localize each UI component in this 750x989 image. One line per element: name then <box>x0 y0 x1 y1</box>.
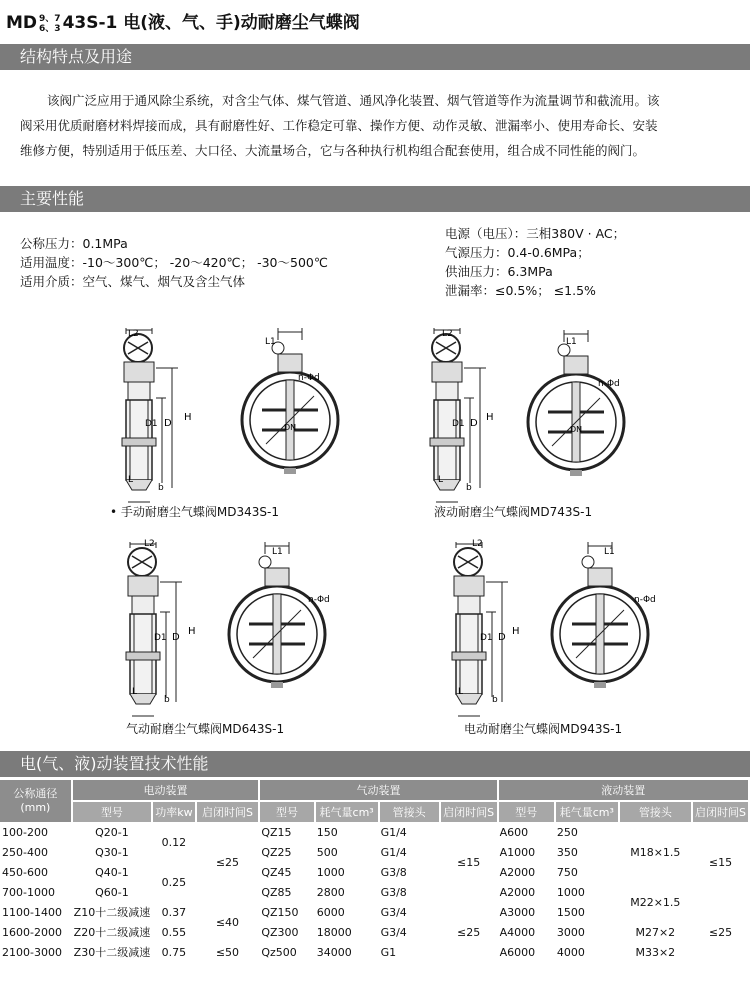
table-cell: QZ25 <box>261 845 292 859</box>
table-cell: 34000 <box>316 945 352 959</box>
table-cell: Z10十二级减速 <box>73 906 151 919</box>
label-d1: D1 <box>154 633 167 643</box>
table-cell: 18000 <box>316 925 352 939</box>
table-cell: 6000 <box>316 905 345 919</box>
table-cell: G3/4 <box>380 925 407 939</box>
label-b: b <box>492 695 498 705</box>
table-cell: M33×2 <box>635 945 676 959</box>
table-cell: 500 <box>316 845 338 859</box>
table-cell: 250 <box>556 825 578 839</box>
table-cell: 1500 <box>556 905 585 919</box>
label-l1: L1 <box>272 547 283 557</box>
col-e-time: 启闭时间S <box>196 801 260 822</box>
table-cell: A600 <box>499 825 529 839</box>
label-d: D <box>172 632 180 643</box>
col-p-time: 启闭时间S <box>440 801 498 822</box>
table-cell: A3000 <box>499 905 536 919</box>
table-cell: G3/4 <box>380 905 407 919</box>
label-d: D <box>164 418 172 429</box>
label-l: L <box>438 475 444 485</box>
table-cell: QZ300 <box>261 925 299 939</box>
table-cell: Qz500 <box>261 945 297 959</box>
col-h-time: 启闭时间S <box>692 801 749 822</box>
table-cell: G1 <box>380 945 397 959</box>
table-cell: 0.25 <box>161 875 187 889</box>
table-cell: Z20十二级减速 <box>73 926 151 939</box>
label-l: L <box>128 475 134 485</box>
table-cell: ≤25 <box>215 855 240 869</box>
table-row <box>0 822 749 842</box>
label-d1: D1 <box>145 419 158 429</box>
table-cell: 4000 <box>556 945 585 959</box>
label-b: b <box>466 483 472 493</box>
table-cell: M22×1.5 <box>630 895 681 909</box>
label-l2: L2 <box>472 539 483 549</box>
table-cell: 750 <box>556 865 578 879</box>
table-cell: G1/4 <box>380 825 407 839</box>
section-performance-header: 主要性能 <box>0 186 750 212</box>
col-p-air: 耗气量cm³ <box>315 801 379 822</box>
label-l1: L1 <box>265 337 276 347</box>
label-b: b <box>164 695 170 705</box>
table-cell: 450-600 <box>2 865 48 879</box>
table-cell: ≤50 <box>215 945 240 959</box>
table-cell: 1000 <box>316 865 345 879</box>
table-row <box>0 942 749 962</box>
caption-md643: 气动耐磨尘气蝶阀MD643S-1 <box>126 722 285 736</box>
table-cell: M27×2 <box>635 925 676 939</box>
group-hydraulic: 液动装置 <box>498 780 749 801</box>
label-l1: L1 <box>604 547 615 557</box>
table-cell: 1100-1400 <box>2 905 62 919</box>
table-cell: QZ45 <box>261 865 292 879</box>
label-l: L <box>458 687 464 697</box>
valve-diagrams <box>0 310 750 750</box>
label-nd: n-Φd <box>308 595 330 605</box>
table-cell: G3/8 <box>380 865 407 879</box>
table-cell: QZ15 <box>261 825 292 839</box>
col-nominal: 公称通径 (mm) <box>0 780 72 822</box>
table-cell: ≤25 <box>708 925 733 939</box>
label-h: H <box>512 626 520 637</box>
caption-md943: 电动耐磨尘气蝶阀MD943S-1 <box>464 722 623 736</box>
caption-md743: 液动耐磨尘气蝶阀MD743S-1 <box>434 505 593 519</box>
table-row <box>0 882 749 902</box>
table-cell: 2100-3000 <box>2 945 62 959</box>
label-b: b <box>158 483 164 493</box>
table-cell: ≤40 <box>215 915 240 929</box>
col-h-model: 型号 <box>498 801 555 822</box>
col-h-joint: 管接头 <box>619 801 692 822</box>
table-cell: 0.75 <box>161 945 187 959</box>
col-e-model: 型号 <box>72 801 153 822</box>
table-cell: Q60-1 <box>95 885 129 899</box>
table-cell: Q30-1 <box>95 845 129 859</box>
table-cell: 0.55 <box>161 925 187 939</box>
label-l: L <box>132 687 138 697</box>
table-cell: 2800 <box>316 885 345 899</box>
label-h: H <box>184 412 192 423</box>
label-nd: n-Φd <box>598 379 620 389</box>
col-e-power: 功率kw <box>152 801 195 822</box>
col-h-oil: 耗气量cm³ <box>555 801 619 822</box>
table-cell: A2000 <box>499 865 536 879</box>
table-cell: 3000 <box>556 925 585 939</box>
description-paragraph: 该阀广泛应用于通风除尘系统，对含尘气体、煤气管道、通风净化装置、烟气管道等作为流量调节和截流用。该 阀采用优质耐磨材料焊接而成，具有耐磨性好、工作稳定可靠、操作方便、动作灵敏、泄漏率小、使用寿命长、安装 维修方便，特别适用于低压差、大口径、大流量场合，它与各种执行机构组合配套使用，组合成不同性能的阀门。 <box>20 93 660 158</box>
label-dn: DN <box>284 423 297 432</box>
table-cell: 250-400 <box>2 845 48 859</box>
table-cell: G1/4 <box>380 845 407 859</box>
group-pneumatic: 气动装置 <box>259 780 497 801</box>
label-h: H <box>486 412 494 423</box>
title-model-fraction: 9、7 6、3 <box>39 14 61 34</box>
section-tech-header: 电(气、液)动装置技术性能 <box>0 751 750 777</box>
section-structure-header: 结构特点及用途 <box>0 44 750 70</box>
table-cell: 0.12 <box>161 835 187 849</box>
label-d1: D1 <box>480 633 493 643</box>
table-cell: M18×1.5 <box>630 845 681 859</box>
table-cell: A1000 <box>499 845 536 859</box>
table-cell: A4000 <box>499 925 536 939</box>
label-d: D <box>470 418 478 429</box>
table-row <box>0 922 749 942</box>
group-electric: 电动装置 <box>72 780 260 801</box>
table-cell: 700-1000 <box>2 885 55 899</box>
caption-md343: • 手动耐磨尘气蝶阀MD343S-1 <box>110 505 279 519</box>
table-cell: G3/8 <box>380 885 407 899</box>
table-cell: QZ150 <box>261 905 299 919</box>
table-cell: A2000 <box>499 885 536 899</box>
specs-right: 电源（电压）：三相380V · AC； 气源压力：0.4-0.6MPa； 供油压力：6.3MPa 泄漏率：≤0.5%； ≤1.5% <box>445 226 626 298</box>
label-dn: DN <box>570 425 583 434</box>
table-cell: Q40-1 <box>95 865 129 879</box>
label-l2: L2 <box>128 329 139 339</box>
label-l1: L1 <box>566 337 577 347</box>
table-cell: ≤15 <box>457 855 481 869</box>
table-cell: 0.37 <box>161 905 187 919</box>
table-cell: Z30十二级减速 <box>73 946 151 959</box>
table-cell: QZ85 <box>261 885 292 899</box>
table-cell: A6000 <box>499 945 536 959</box>
col-p-model: 型号 <box>259 801 314 822</box>
label-l2: L2 <box>442 329 453 339</box>
table-cell: ≤15 <box>708 855 733 869</box>
table-cell: Q20-1 <box>95 825 129 839</box>
table-cell: 1000 <box>556 885 585 899</box>
page-title: MD 9、7 6、3 43S-1 电(液、气、手)动耐磨尘气蝶阀 <box>6 13 360 34</box>
label-d1: D1 <box>452 419 465 429</box>
table-cell: 100-200 <box>2 825 48 839</box>
label-l2: L2 <box>144 539 155 549</box>
label-nd: n-Φd <box>634 595 656 605</box>
label-h: H <box>188 626 196 637</box>
table-cell: ≤25 <box>457 925 481 939</box>
tech-table <box>0 780 750 962</box>
label-d: D <box>498 632 506 643</box>
table-cell: 1600-2000 <box>2 925 62 939</box>
table-cell: 350 <box>556 845 578 859</box>
table-cell: 150 <box>316 825 338 839</box>
specs-left: 公称压力：0.1MPa 适用温度：-10～300℃； -20～420℃； -30～500℃ 适用介质：空气、煤气、烟气及含尘气体 <box>20 236 328 289</box>
label-nd: n-Φd <box>298 373 320 383</box>
col-p-joint: 管接头 <box>379 801 440 822</box>
